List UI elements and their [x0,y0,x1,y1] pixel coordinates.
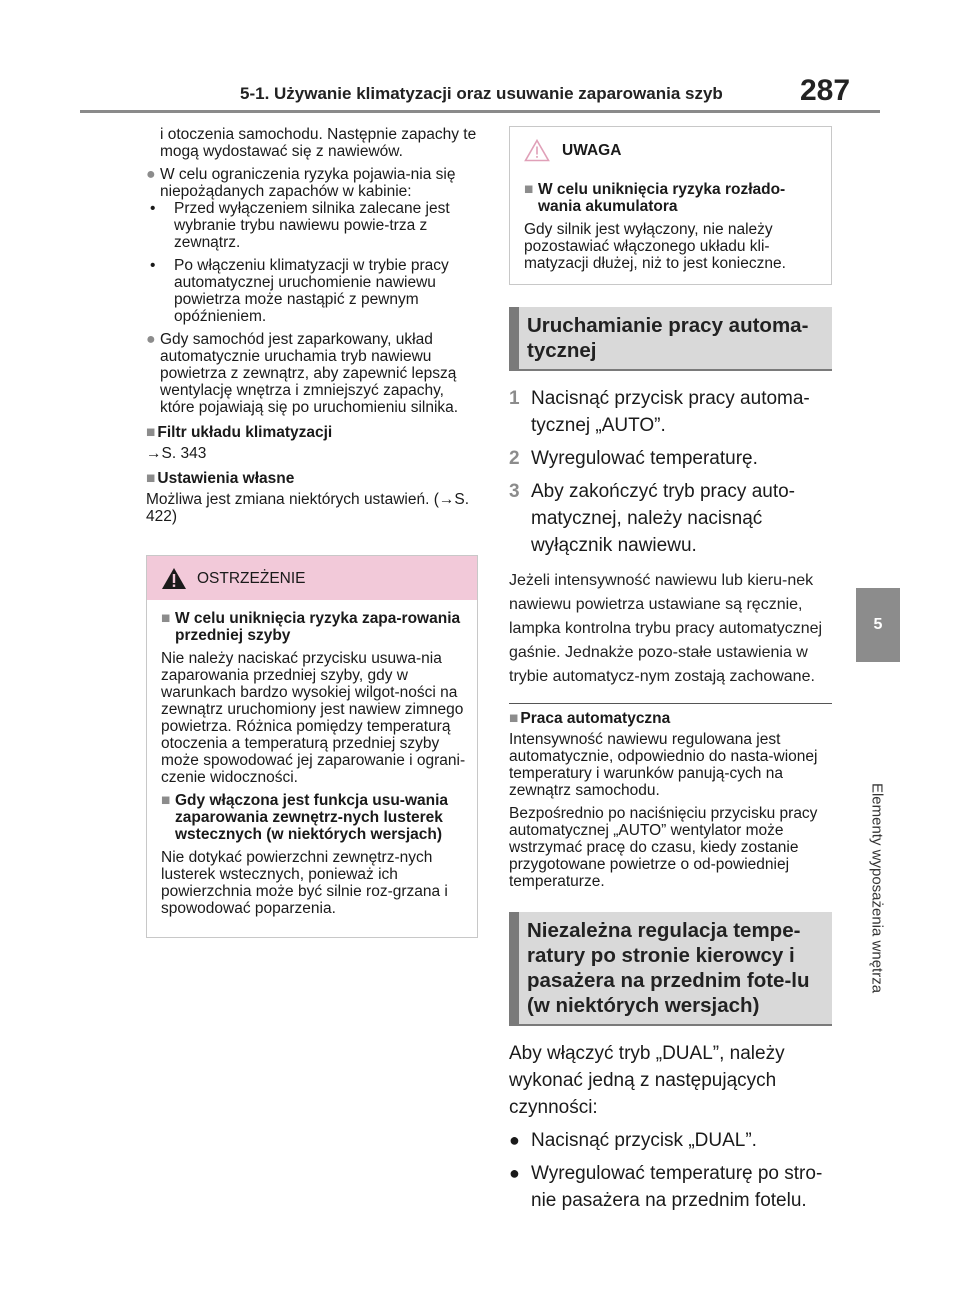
warning-text: Nie należy naciskać przycisku usuwa-nia zaparowania przedniej szyby, gdy w warunkach bardzo wysokiej wilgot-ności na zewnątrz uruchomiony jest nawiew zimnego powietrza. Różnica pomiędzy temperaturą otoczenia a temperaturą przedniej szyby może spowodować jej zaparowanie i ograni-czenie widoczności. [161,650,466,786]
bullet-item [146,166,478,200]
bullet-text: W celu ograniczenia ryzyka pojawia-nia się niepożądanych zapachów w kabinie: [160,166,456,200]
running-header: 5-1. Używanie klimatyzacji oraz usuwanie zaparowania szyb [240,84,723,103]
warning-subheading: ■ Gdy włączona jest funkcja usu-wania zaparowania zewnętrz-nych lusterek wstecznych (w niektórych wersjach) [161,792,449,843]
square-icon: ■ [146,470,156,487]
section-rule [509,703,832,704]
dual-intro: Aby włączyć tryb „DUAL”, należy wykonać jedną z następujących czynności: [509,1043,785,1118]
dual-bullet: ● Nacisnąć przycisk „DUAL”. [509,1127,832,1154]
square-icon: ■ [146,424,156,441]
page-number: 287 [800,74,851,107]
page-reference: →S. 343 [146,445,207,462]
section-text: Bezpośrednio po naciśnięciu przycisku pracy automatycznej „AUTO” wentylator może wstrzymać pracę do czasu, kiedy zostanie przygotowane powietrze o od-powiedniej temperaturze. [509,805,818,890]
auto-note: Jeżeli intensywność nawiewu lub kieru-nek nawiewu powietrza ustawiane są ręcznie, lampka kontrolna trybu pracy automatycznej gaśnie. Jednakże pozo-stałe ustawienia w trybie automatycz-nym zostają zachowane. [509,572,823,685]
continued-text: i otoczenia samochodu. Następnie zapachy te mogą wydostawać się z nawiewów. [160,126,477,160]
left-column [146,126,478,938]
bullet-icon: ● [146,331,156,348]
square-icon: ■ [161,610,171,627]
caution-body [510,173,831,284]
dot-icon: • [150,200,156,217]
heading-auto-mode: Uruchamianie pracy automa-tycznej [509,307,832,371]
chapter-tab-label: Elementy wyposażenia wnętrza [868,782,886,994]
heading-dual-mode: Niezależna regulacja tempe-ratury po stronie kierowcy i pasażera na przednim fote-lu (w niektórych wersjach) [509,912,832,1026]
warning-subheading: ■ W celu uniknięcia ryzyka zapa-rowania przedniej szyby [161,610,461,644]
caution-title: UWAGA [562,141,622,159]
warning-title: OSTRZEŻENIE [197,569,306,587]
step-item: 2 Wyregulować temperaturę. [509,448,758,469]
step-item: 3 Aby zakończyć tryb pracy auto-matycznej, należy nacisnąć wyłącznik nawiewu. [509,481,795,556]
section-text: Możliwa jest zmiana niektórych ustawień. (→S. 422) [146,491,470,525]
warning-text: Nie dotykać powierzchni zewnętrz-nych lusterek wstecznych, ponieważ ich powierzchnia może być silnie roz-grzana i spowodować poparzenia. [161,849,448,917]
header-rule [80,110,880,113]
warning-header [147,556,477,600]
section-heading: ■ Praca automatyczna [509,710,671,727]
chapter-tab: 5 [856,588,900,662]
dual-bullet: ● Wyregulować temperaturę po stro-nie pasażera na przednim fotelu. [509,1160,832,1214]
square-icon: ■ [509,710,519,727]
dot-icon: • [150,257,156,274]
bullet-icon: ● [509,1130,520,1150]
right-column [509,126,832,1220]
section-heading: ■ Ustawienia własne [146,470,295,487]
warning-body [147,600,477,937]
bullet-icon: ● [146,166,156,183]
sub-bullet-item [146,257,478,325]
caution-subheading: ■ W celu uniknięcia ryzyka rozłado-wania akumulatora [524,181,786,215]
caution-triangle-icon [524,139,550,162]
bullet-icon: ● [509,1163,520,1183]
sub-bullet-text: Przed wyłączeniem silnika zalecane jest wybranie trybu nawiewu powie-trza z zewnątrz. [174,200,450,251]
caution-box [509,126,832,285]
step-item: 1 Nacisnąć przycisk pracy automa-tycznej „AUTO”. [509,388,810,436]
square-icon: ■ [161,792,171,809]
warning-triangle-icon [161,567,187,590]
section-text: Intensywność nawiewu regulowana jest automatycznie, odpowiednio do nasta-wionej temperatury i warunków panują-cych na zewnątrz samochodu. [509,731,818,799]
caution-text: Gdy silnik jest wyłączony, nie należy pozostawiać włączonego układu kli-matyzacji dłużej, niż to jest konieczne. [524,221,786,272]
sub-bullet-text: Po włączeniu klimatyzacji w trybie pracy automatycznej uruchomienie nawiewu powietrza może nastąpić z pewnym opóźnieniem. [174,257,449,325]
bullet-item [146,331,478,416]
caution-header [510,127,831,173]
bullet-text: Gdy samochód jest zaparkowany, układ automatycznie uruchamia tryb nawiewu powietrza z zewnątrz, aby zapewnić lepszą wentylację wnętrza i zmniejszyć zapachy, które pojawiają się po uruchomieniu silnika. [160,331,459,416]
sub-bullet-item [146,200,478,251]
section-heading: ■ Filtr układu klimatyzacji [146,424,333,441]
warning-box [146,555,478,938]
square-icon: ■ [524,181,534,198]
